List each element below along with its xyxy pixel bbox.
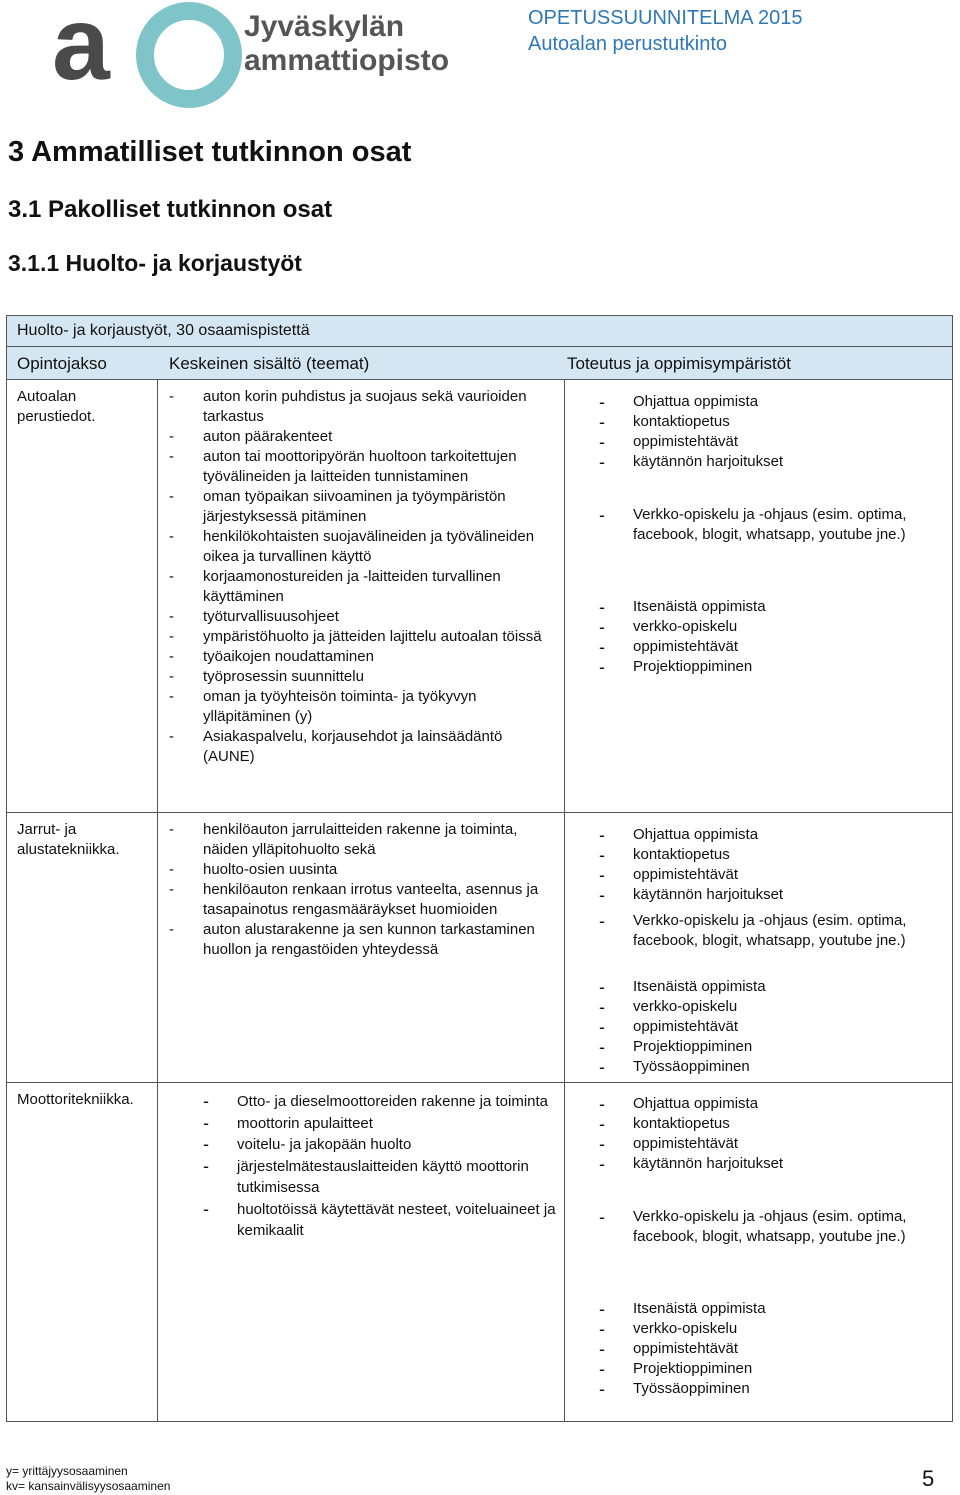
list-item: - työturvallisuusohjeet <box>167 607 549 627</box>
footnote-y: y= yrittäjyysosaaminen <box>6 1464 128 1478</box>
module-name: Autoalan perustiedot. <box>17 388 96 425</box>
list-item: - verkko-opiskelu <box>597 997 942 1017</box>
implementation-list <box>597 597 942 677</box>
list-item: - työprosessin suunnittelu <box>167 667 549 687</box>
list-item: - Verkko-opiskelu ja -ohjaus (esim. optima, facebook, blogit, whatsapp, youtube jne.) <box>597 1207 942 1247</box>
content-list <box>167 387 549 767</box>
list-item: - oppimistehtävät <box>597 865 942 885</box>
list-item: - Asiakaspalvelu, korjausehdot ja lainsäädäntö (AUNE) <box>167 727 549 767</box>
module-name: Jarrut- ja alustatekniikka. <box>17 821 120 858</box>
list-item: - käytännön harjoitukset <box>597 1154 942 1174</box>
column-divider <box>157 380 158 1421</box>
page-number: 5 <box>922 1466 935 1491</box>
table-title: Huolto- ja korjaustyöt, 30 osaamispistettä <box>7 316 952 347</box>
list-item: - Ohjattua oppimista <box>597 1094 942 1114</box>
list-item: - Projektioppiminen <box>597 1359 942 1379</box>
row-divider <box>7 812 952 813</box>
footnotes <box>6 1464 170 1494</box>
row-divider <box>7 1082 952 1083</box>
footnote-kv: kv= kansainvälisyysosaaminen <box>6 1479 171 1493</box>
list-item: - Itsenäistä oppimista <box>597 1299 942 1319</box>
list-item: - Ohjattua oppimista <box>597 392 942 412</box>
logo-letter-o <box>136 2 242 108</box>
list-item: - Projektioppiminen <box>597 657 942 677</box>
list-item: - auton alustarakenne ja sen kunnon tarkastaminen huollon ja rengastöiden yhteydessä <box>167 920 549 960</box>
table-header-row <box>7 347 952 380</box>
implementation-list <box>597 1207 942 1247</box>
list-item: - Otto- ja dieselmoottoreiden rakenne ja toiminta <box>201 1091 556 1113</box>
list-item: - järjestelmätestauslaitteiden käyttö moottorin tutkimisessa <box>201 1156 556 1199</box>
column-header-module: Opintojakso <box>17 354 107 373</box>
list-item: - oppimistehtävät <box>597 1134 942 1154</box>
list-item: - verkko-opiskelu <box>597 1319 942 1339</box>
list-item: - korjaamonostureiden ja -laitteiden turvallinen käyttäminen <box>167 567 549 607</box>
list-item: - Projektioppiminen <box>597 1037 942 1057</box>
list-item: - oman ja työyhteisön toiminta- ja työkyvyn ylläpitäminen (y) <box>167 687 549 727</box>
list-item: - Työssäoppiminen <box>597 1057 942 1077</box>
list-item: - moottorin apulaitteet <box>201 1113 556 1135</box>
module-name: Moottoritekniikka. <box>17 1091 134 1108</box>
list-item: - ympäristöhuolto ja jätteiden lajittelu autoalan töissä <box>167 627 549 647</box>
heading-level3: 3.1.1 Huolto- ja korjaustyöt <box>8 250 302 276</box>
list-item: - Ohjattua oppimista <box>597 825 942 845</box>
heading-level1: 3 Ammatilliset tutkinnon osat <box>8 136 412 168</box>
implementation-list <box>597 825 942 905</box>
list-item: - oppimistehtävät <box>597 637 942 657</box>
list-item: - kontaktiopetus <box>597 412 942 432</box>
implementation-list <box>597 392 942 472</box>
document-title-line2: Autoalan perustutkinto <box>528 33 728 55</box>
list-item: - Itsenäistä oppimista <box>597 597 942 617</box>
list-item: - voitelu- ja jakopään huolto <box>201 1134 556 1156</box>
list-item: - oman työpaikan siivoaminen ja työympäristön järjestyksessä pitäminen <box>167 487 549 527</box>
implementation-list <box>597 1094 942 1174</box>
content-list <box>167 820 549 960</box>
implementation-list <box>597 911 942 951</box>
curriculum-table <box>6 315 953 1422</box>
document-title <box>528 5 803 57</box>
list-item: - auton korin puhdistus ja suojaus sekä vaurioiden tarkastus <box>167 387 549 427</box>
list-item: - Itsenäistä oppimista <box>597 977 942 997</box>
logo-letter-a: a <box>52 0 106 102</box>
list-item: - auton tai moottoripyörän huoltoon tarkoitettujen työvälineiden ja laitteiden tunnistaminen <box>167 447 549 487</box>
list-item: - henkilökohtaisten suojavälineiden ja työvälineiden oikea ja turvallinen käyttö <box>167 527 549 567</box>
column-divider <box>564 380 565 1421</box>
column-header-content: Keskeinen sisältö (teemat) <box>169 354 370 373</box>
list-item: - huolto-osien uusinta <box>167 860 549 880</box>
list-item: - huoltotöissä käytettävät nesteet, voiteluaineet ja kemikaalit <box>201 1199 556 1242</box>
logo-text <box>244 10 449 78</box>
list-item: - käytännön harjoitukset <box>597 885 942 905</box>
implementation-list <box>597 505 942 545</box>
logo-line2: ammattiopisto <box>244 44 450 77</box>
list-item: - työaikojen noudattaminen <box>167 647 549 667</box>
list-item: - kontaktiopetus <box>597 845 942 865</box>
implementation-list <box>597 1299 942 1399</box>
column-header-implementation: Toteutus ja oppimisympäristöt <box>567 354 791 373</box>
institution-logo <box>52 0 450 102</box>
list-item: - henkilöauton renkaan irrotus vanteelta, asennus ja tasapainotus rengasmääräykset huomioiden <box>167 880 549 920</box>
list-item: - Työssäoppiminen <box>597 1379 942 1399</box>
heading-level2: 3.1 Pakolliset tutkinnon osat <box>8 196 333 223</box>
implementation-list <box>597 977 942 1077</box>
list-item: - auton päärakenteet <box>167 427 549 447</box>
list-item: - henkilöauton jarrulaitteiden rakenne ja toiminta, näiden ylläpitohuolto sekä <box>167 820 549 860</box>
list-item: - oppimistehtävät <box>597 1017 942 1037</box>
list-item: - oppimistehtävät <box>597 432 942 452</box>
logo-line1: Jyväskylän <box>244 10 405 43</box>
list-item: - Verkko-opiskelu ja -ohjaus (esim. optima, facebook, blogit, whatsapp, youtube jne.) <box>597 911 942 951</box>
list-item: - oppimistehtävät <box>597 1339 942 1359</box>
list-item: - käytännön harjoitukset <box>597 452 942 472</box>
list-item: - Verkko-opiskelu ja -ohjaus (esim. optima, facebook, blogit, whatsapp, youtube jne.) <box>597 505 942 545</box>
list-item: - verkko-opiskelu <box>597 617 942 637</box>
content-list <box>201 1091 556 1242</box>
document-title-line1: OPETUSSUUNNITELMA 2015 <box>528 7 803 29</box>
list-item: - kontaktiopetus <box>597 1114 942 1134</box>
